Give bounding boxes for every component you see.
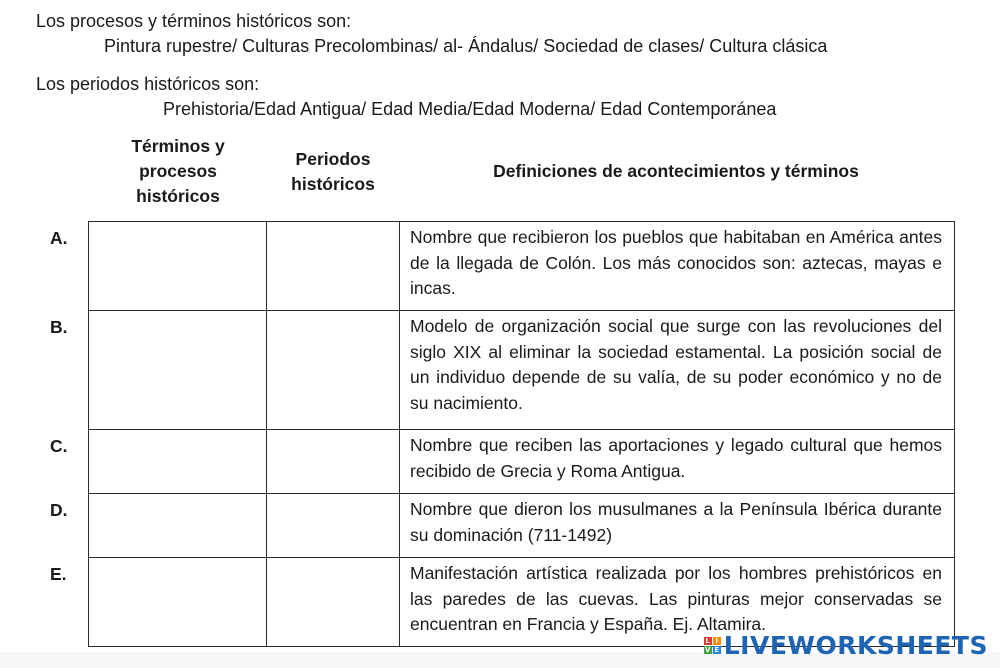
logo-letter-e: E: [714, 646, 720, 654]
logo-letter-l: L: [705, 637, 710, 645]
period-answer-field-a[interactable]: [267, 222, 400, 311]
terms-list: Pintura rupestre/ Culturas Precolombinas/ al- Ándalus/ Sociedad de clases/ Cultura clásica: [104, 36, 828, 56]
logo-letter-v: V: [705, 646, 711, 654]
row-letter-c: C.: [50, 436, 68, 456]
logo-letter-i: I: [713, 637, 721, 645]
definition-a: Nombre que recibieron los pueblos que habitaban en América antes de la llegada de Colón. Los más conocidos son: aztecas, mayas e incas.: [400, 222, 955, 311]
header-definitions: Definiciones de acontecimientos y términos: [493, 161, 859, 181]
periods-label: Los periodos históricos son:: [36, 74, 260, 94]
table-row: [89, 430, 955, 494]
table-row: [89, 222, 955, 311]
period-answer-field-b[interactable]: [267, 311, 400, 430]
header-terms: Términos y procesos históricos: [131, 136, 225, 206]
row-letter-e: E.: [50, 564, 67, 584]
definition-b: Modelo de organización social que surge con las revoluciones del siglo XIX al eliminar la sociedad estamental. La posición social de un individuo depende de su valía, de su poder económico y no de su nacimiento.: [400, 311, 955, 430]
period-answer-field-c[interactable]: [267, 430, 400, 494]
period-answer-field-d[interactable]: [267, 494, 400, 558]
term-answer-field-b[interactable]: [89, 311, 267, 430]
periods-list: Prehistoria/Edad Antigua/ Edad Media/Edad Moderna/ Edad Contemporánea: [163, 99, 777, 119]
definition-c: Nombre que reciben las aportaciones y legado cultural que hemos recibido de Grecia y Roma Antigua.: [400, 430, 955, 494]
term-answer-field-d[interactable]: [89, 494, 267, 558]
liveworksheets-wordmark: LIVEWORKSHEETS: [723, 631, 988, 660]
row-letter-d: D.: [50, 500, 68, 520]
definition-e: Manifestación artística realizada por los hombres prehistóricos en las paredes de las cuevas. Las pinturas mejor conservadas se encuentran en Francia y España. Ej. Altamira.: [400, 558, 955, 647]
row-letter-a: A.: [50, 228, 68, 248]
terms-label: Los procesos y términos históricos son:: [36, 11, 352, 31]
liveworksheets-logo-icon: [704, 637, 721, 654]
term-answer-field-a[interactable]: [89, 222, 267, 311]
table-row: [89, 311, 955, 430]
table-row: [89, 494, 955, 558]
header-periods: Periodos históricos: [291, 149, 375, 194]
definition-d: Nombre que dieron los musulmanes a la Península Ibérica durante su dominación (711-1492): [400, 494, 955, 558]
term-answer-field-e[interactable]: [89, 558, 267, 647]
period-answer-field-e[interactable]: [267, 558, 400, 647]
liveworksheets-brand[interactable]: [704, 631, 988, 660]
row-letter-b: B.: [50, 317, 68, 337]
term-answer-field-c[interactable]: [89, 430, 267, 494]
worksheet-table: [88, 221, 955, 647]
